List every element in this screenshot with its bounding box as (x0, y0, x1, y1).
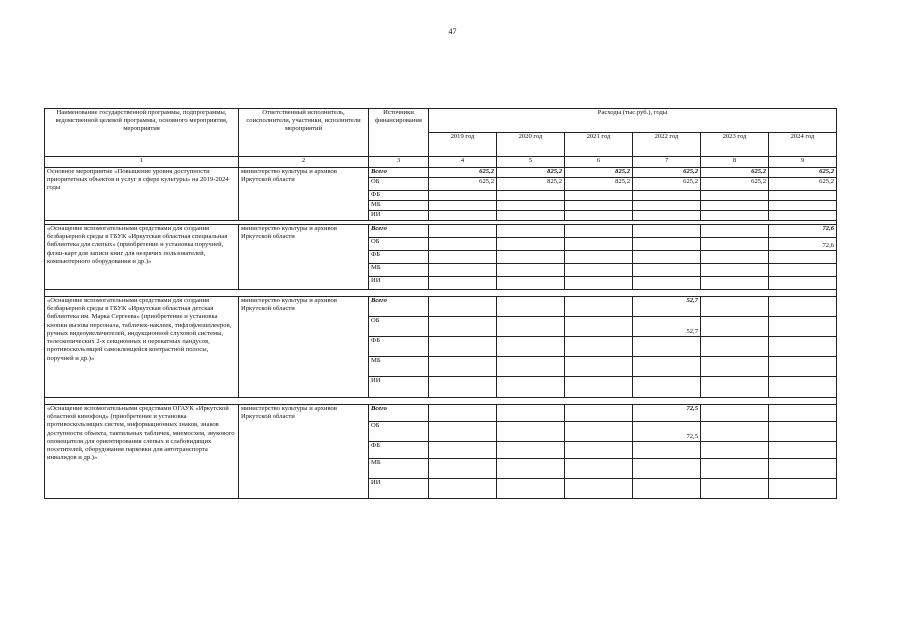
amount-cell (497, 422, 565, 442)
amount-cell (633, 459, 701, 479)
amount-cell (633, 225, 701, 238)
amount-cell: 625,2 (701, 168, 769, 178)
amount-cell (701, 422, 769, 442)
column-number: 1 (45, 157, 239, 168)
funding-source-cell: ФБ (369, 251, 429, 264)
amount-cell: 625,2 (701, 178, 769, 191)
amount-cell (429, 405, 497, 422)
amount-cell (769, 297, 837, 317)
amount-cell: 825,2 (565, 178, 633, 191)
amount-cell: 825,2 (565, 168, 633, 178)
amount-cell (633, 251, 701, 264)
header-year: 2021 год (565, 133, 633, 157)
amount-cell: 625,2 (429, 168, 497, 178)
column-number: 5 (497, 157, 565, 168)
expenses-table (44, 108, 837, 499)
amount-cell (633, 479, 701, 499)
amount-cell (497, 405, 565, 422)
header-expenses: Расходы (тыс.руб.), годы (429, 109, 837, 133)
amount-cell (633, 238, 701, 251)
amount-cell (701, 459, 769, 479)
amount-cell (429, 377, 497, 398)
amount-cell (565, 479, 633, 499)
amount-cell (701, 297, 769, 317)
amount-cell (769, 201, 837, 211)
amount-cell: 625,2 (633, 178, 701, 191)
funding-source-cell: ОБ (369, 238, 429, 251)
amount-cell (497, 225, 565, 238)
amount-cell (769, 377, 837, 398)
activity-name: «Оснащение вспомогательными средствами ОГАУК «Иркутской областной кинофонд» (приобретение и установка противоскользящих систем, информационных знаков, знаков доступности объекта, тактильных табличек, мнемосхем, звукового оповещателя для ориентирования слепых и слабовидящих посетителей, оборудования парковки для автотранспорта инвалидов и др.)» (45, 405, 239, 499)
amount-cell (429, 317, 497, 337)
amount-cell (701, 211, 769, 221)
funding-source-cell: ИИ (369, 211, 429, 221)
amount-cell (565, 191, 633, 201)
amount-cell (769, 264, 837, 277)
amount-cell (497, 201, 565, 211)
funding-source-cell: МБ (369, 264, 429, 277)
block-gap-row (45, 398, 837, 405)
funding-source-cell: ФБ (369, 442, 429, 459)
amount-cell: 825,2 (497, 178, 565, 191)
amount-cell (497, 297, 565, 317)
funding-source-cell: Всего (369, 405, 429, 422)
amount-cell (769, 405, 837, 422)
column-number: 3 (369, 157, 429, 168)
amount-cell (633, 277, 701, 290)
amount-cell (497, 377, 565, 398)
amount-cell (565, 211, 633, 221)
amount-cell (701, 277, 769, 290)
amount-cell (701, 377, 769, 398)
amount-cell (429, 211, 497, 221)
amount-cell (429, 459, 497, 479)
amount-cell (565, 357, 633, 377)
amount-cell (565, 405, 633, 422)
amount-cell (565, 264, 633, 277)
amount-cell: 52,7 (633, 297, 701, 317)
amount-cell (769, 422, 837, 442)
activity-executor: министерство культуры и архивов Иркутской области (239, 405, 369, 499)
amount-cell (633, 191, 701, 201)
activity-executor: министерство культуры и архивов Иркутской области (239, 168, 369, 221)
amount-cell (429, 297, 497, 317)
amount-cell (497, 238, 565, 251)
amount-cell (701, 225, 769, 238)
amount-cell (769, 251, 837, 264)
amount-cell (769, 459, 837, 479)
amount-cell (497, 191, 565, 201)
amount-cell (769, 317, 837, 337)
amount-cell: 52,7 (633, 317, 701, 337)
funding-source-cell: МБ (369, 201, 429, 211)
amount-cell (565, 337, 633, 357)
amount-cell (701, 191, 769, 201)
amount-cell (565, 277, 633, 290)
funding-source-cell: ИИ (369, 479, 429, 499)
amount-cell (497, 459, 565, 479)
funding-source-cell: МБ (369, 357, 429, 377)
amount-cell (769, 337, 837, 357)
amount-cell (701, 479, 769, 499)
activity-name: «Оснащение вспомогательными средствами для создания безбарьерной среды в ГБУК «Иркутская областная детская библиотека им. Марка Сергеева» (приобретение и установка кнопки вызова персонала, табличек-наклеек, тифлофлешплееров, ручных видеоувеличителей, индукционной слуховой системы, телескопических 2-х секционных и перекатных пандусов, противоскользящей самоклеящейся контрастной полосы, поручней и др.)» (45, 297, 239, 398)
amount-cell (429, 191, 497, 201)
funding-source-cell: ОБ (369, 178, 429, 191)
amount-cell (429, 442, 497, 459)
column-number: 9 (769, 157, 837, 168)
amount-cell: 625,2 (769, 178, 837, 191)
amount-cell (429, 357, 497, 377)
amount-cell (701, 357, 769, 377)
amount-cell: 72,5 (633, 405, 701, 422)
funding-source-cell: ФБ (369, 191, 429, 201)
amount-cell (565, 442, 633, 459)
amount-cell (565, 377, 633, 398)
header-executor: Ответственный исполнитель, соисполнители, участники, исполнители мероприятий (239, 109, 369, 157)
amount-cell (701, 238, 769, 251)
amount-cell (497, 264, 565, 277)
column-number: 7 (633, 157, 701, 168)
amount-cell (633, 201, 701, 211)
amount-cell (701, 405, 769, 422)
funding-source-cell: ИИ (369, 277, 429, 290)
amount-cell: 72,5 (633, 422, 701, 442)
amount-cell (701, 251, 769, 264)
amount-cell (701, 442, 769, 459)
amount-cell (497, 251, 565, 264)
table-row (45, 225, 837, 238)
amount-cell: 72,6 (769, 238, 837, 251)
activity-executor: министерство культуры и архивов Иркутской области (239, 297, 369, 398)
amount-cell (429, 251, 497, 264)
amount-cell (769, 357, 837, 377)
amount-cell (429, 238, 497, 251)
column-number: 8 (701, 157, 769, 168)
funding-source-cell: Всего (369, 297, 429, 317)
header-year: 2023 год (701, 133, 769, 157)
funding-source-cell: ИИ (369, 377, 429, 398)
amount-cell: 72,6 (769, 225, 837, 238)
amount-cell (633, 442, 701, 459)
header-program-name: Наименование государственной программы, подпрограммы, ведомственной целевой программы, основного мероприятия, мероприятия (45, 109, 239, 157)
amount-cell (565, 225, 633, 238)
amount-cell (769, 191, 837, 201)
activity-name: Основное мероприятие «Повышение уровня доступности приоритетных объектов и услуг в сфере культуры» на 2019-2024 годы (45, 168, 239, 221)
funding-source-cell: ФБ (369, 337, 429, 357)
amount-cell (565, 422, 633, 442)
column-number: 6 (565, 157, 633, 168)
amount-cell (769, 442, 837, 459)
amount-cell (429, 264, 497, 277)
funding-source-cell: МБ (369, 459, 429, 479)
amount-cell (633, 211, 701, 221)
column-number: 2 (239, 157, 369, 168)
activity-executor: министерство культуры и архивов Иркутской области (239, 225, 369, 290)
amount-cell (497, 211, 565, 221)
funding-source-cell: Всего (369, 225, 429, 238)
amount-cell (565, 251, 633, 264)
amount-cell (769, 277, 837, 290)
amount-cell (701, 201, 769, 211)
amount-cell (429, 201, 497, 211)
amount-cell (429, 225, 497, 238)
amount-cell (633, 377, 701, 398)
activity-name: «Оснащение вспомогательными средствами для создания безбарьерной среды в ГБУК «Иркутская областная специальная библиотека для слепых» (приобретение и установка поручней, флэш-карт для записи книг для незрячих пользователей, компьютерного оборудования и др.)» (45, 225, 239, 290)
amount-cell: 825,2 (497, 168, 565, 178)
amount-cell (633, 264, 701, 277)
amount-cell: 625,2 (769, 168, 837, 178)
amount-cell (565, 238, 633, 251)
funding-source-cell: Всего (369, 168, 429, 178)
header-year: 2024 год (769, 133, 837, 157)
amount-cell (769, 211, 837, 221)
amount-cell (701, 317, 769, 337)
amount-cell (429, 479, 497, 499)
amount-cell (497, 277, 565, 290)
amount-cell (769, 479, 837, 499)
table-row (45, 168, 837, 178)
header-year: 2022 год (633, 133, 701, 157)
block-gap-row (45, 290, 837, 297)
amount-cell (701, 264, 769, 277)
amount-cell (565, 459, 633, 479)
header-funding-source: Источники финансирования (369, 109, 429, 157)
header-year: 2019 год (429, 133, 497, 157)
column-number: 4 (429, 157, 497, 168)
amount-cell (565, 317, 633, 337)
amount-cell (429, 277, 497, 290)
amount-cell: 625,2 (429, 178, 497, 191)
amount-cell (497, 317, 565, 337)
amount-cell (497, 442, 565, 459)
amount-cell (497, 479, 565, 499)
amount-cell (633, 357, 701, 377)
amount-cell (429, 422, 497, 442)
header-year: 2020 год (497, 133, 565, 157)
table-row (45, 405, 837, 422)
table-row (45, 297, 837, 317)
amount-cell (429, 337, 497, 357)
amount-cell (633, 337, 701, 357)
funding-source-cell: ОБ (369, 422, 429, 442)
amount-cell (701, 337, 769, 357)
amount-cell (497, 357, 565, 377)
amount-cell: 625,2 (633, 168, 701, 178)
amount-cell (565, 297, 633, 317)
amount-cell (565, 201, 633, 211)
page-number: 47 (448, 27, 457, 36)
amount-cell (497, 337, 565, 357)
funding-source-cell: ОБ (369, 317, 429, 337)
